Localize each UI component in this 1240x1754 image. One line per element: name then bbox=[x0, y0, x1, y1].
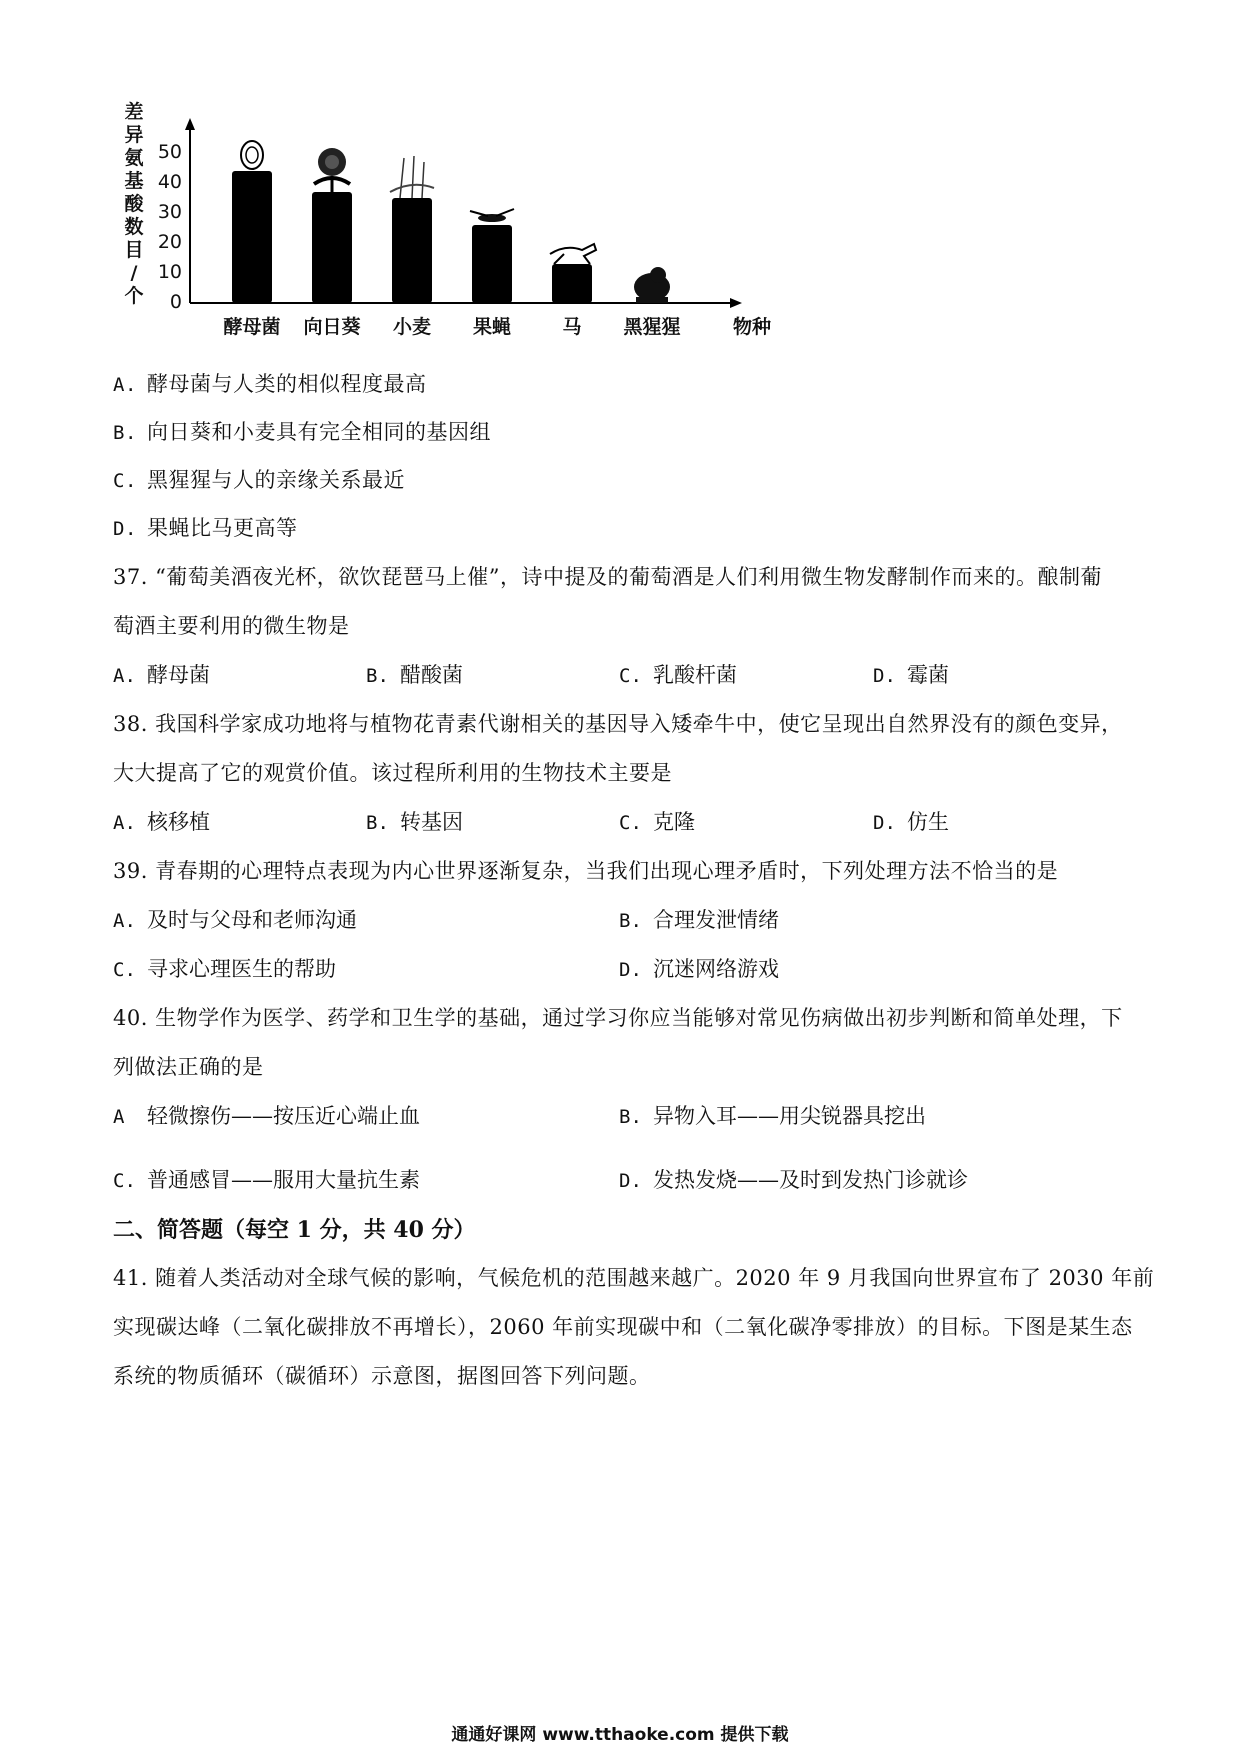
chart-plot bbox=[0, 0, 800, 340]
option-label: A bbox=[113, 1106, 125, 1128]
option-text: 酵母菌与人类的相似程度最高 bbox=[147, 372, 427, 396]
q38-option-d bbox=[873, 806, 949, 836]
q38-option-c bbox=[619, 806, 695, 836]
x-tick-label: 果蝇 bbox=[472, 316, 511, 338]
y-tick-label: 0 bbox=[169, 291, 182, 313]
option-label: C. bbox=[113, 470, 137, 492]
q38-option-a bbox=[113, 806, 210, 836]
q38-stem-line2: 大大提高了它的观赏价值。该过程所利用的生物技术主要是 bbox=[113, 761, 672, 785]
option-text: 向日葵和小麦具有完全相同的基因组 bbox=[147, 420, 491, 444]
option-text: 黑猩猩与人的亲缘关系最近 bbox=[147, 468, 405, 492]
q39-option-c bbox=[113, 953, 336, 983]
y-axis-label-char: 异 bbox=[124, 124, 144, 146]
q39-stem: 39. 青春期的心理特点表现为内心世界逐渐复杂，当我们出现心理矛盾时，下列处理方法不恰当的是 bbox=[113, 859, 1059, 883]
option-text: 轻微擦伤——按压近心端止血 bbox=[147, 1104, 420, 1128]
q39-option-d bbox=[619, 953, 779, 983]
option-label: C. bbox=[113, 1170, 136, 1192]
option-label: C. bbox=[113, 959, 136, 981]
q40-option-a bbox=[113, 1100, 420, 1130]
q36-option-c bbox=[113, 464, 405, 494]
q36-option-d bbox=[113, 512, 298, 542]
page-footer: 通通好课网 www.tthaoke.com 提供下载 bbox=[451, 1725, 789, 1745]
horse-icon bbox=[550, 244, 596, 264]
q40-option-b bbox=[619, 1100, 926, 1130]
x-tick-label: 黑猩猩 bbox=[623, 316, 681, 338]
fruit-fly-icon bbox=[470, 209, 514, 222]
option-text: 醋酸菌 bbox=[400, 663, 463, 687]
option-text: 转基因 bbox=[400, 810, 463, 834]
q40-stem-line2: 列做法正确的是 bbox=[113, 1055, 264, 1079]
sunflower-icon bbox=[314, 148, 350, 192]
option-label: C. bbox=[619, 812, 642, 834]
yeast-icon bbox=[241, 141, 263, 169]
option-label: D. bbox=[873, 665, 896, 687]
q41-stem-line3: 系统的物质循环（碳循环）示意图，据图回答下列问题。 bbox=[113, 1364, 651, 1388]
y-axis-label-char: 数 bbox=[124, 216, 144, 238]
y-axis-label-char: 基 bbox=[124, 170, 144, 192]
option-text: 克隆 bbox=[653, 810, 695, 834]
section-heading: 二、简答题（每空 1 分，共 40 分） bbox=[113, 1217, 476, 1243]
option-label: B. bbox=[619, 910, 642, 932]
q36-option-b bbox=[113, 416, 491, 446]
bar-2 bbox=[392, 198, 432, 303]
option-label: A. bbox=[113, 910, 136, 932]
bar-1 bbox=[312, 192, 352, 303]
option-label: A. bbox=[113, 665, 136, 687]
q41-stem-line2: 实现碳达峰（二氧化碳排放不再增长），2060 年前实现碳中和（二氧化碳净零排放）的目标。下图是某生态 bbox=[113, 1315, 1133, 1339]
option-text: 及时与父母和老师沟通 bbox=[147, 908, 357, 932]
chimpanzee-icon bbox=[634, 267, 670, 303]
option-text: 酵母菌 bbox=[147, 663, 210, 687]
option-label: D. bbox=[619, 959, 642, 981]
y-axis-arrow bbox=[185, 118, 195, 130]
q38-stem-line1: 38. 我国科学家成功地将与植物花青素代谢相关的基因导入矮牵牛中，使它呈现出自然界没有的颜色变异， bbox=[113, 712, 1123, 736]
x-tick-label: 小麦 bbox=[392, 316, 431, 338]
bar-0 bbox=[232, 171, 272, 303]
option-label: B. bbox=[113, 422, 137, 444]
y-tick-label: 20 bbox=[157, 231, 182, 253]
x-axis-label: 物种 bbox=[733, 316, 772, 338]
option-label: D. bbox=[873, 812, 896, 834]
q40-option-c bbox=[113, 1164, 420, 1194]
option-label: D. bbox=[113, 518, 137, 540]
q37-option-c bbox=[619, 659, 737, 689]
q36-option-a bbox=[113, 368, 427, 398]
option-text: 仿生 bbox=[907, 810, 949, 834]
option-label: A. bbox=[113, 812, 136, 834]
option-text: 霉菌 bbox=[907, 663, 949, 687]
bar-4 bbox=[552, 264, 592, 303]
y-axis-label-char: / bbox=[130, 262, 138, 284]
option-label: A. bbox=[113, 374, 137, 396]
x-tick-label: 酵母菌 bbox=[223, 316, 281, 338]
option-label: D. bbox=[619, 1170, 642, 1192]
q41-stem-line1: 41. 随着人类活动对全球气候的影响，气候危机的范围越来越广。2020 年 9 月我国向世界宣布了 2030 年前 bbox=[113, 1266, 1155, 1290]
option-text: 核移植 bbox=[147, 810, 210, 834]
y-tick-label: 40 bbox=[157, 171, 182, 193]
x-tick-label: 向日葵 bbox=[303, 316, 361, 338]
option-text: 寻求心理医生的帮助 bbox=[147, 957, 336, 981]
x-tick-label: 马 bbox=[562, 316, 582, 338]
option-text: 异物入耳——用尖锐器具挖出 bbox=[653, 1104, 926, 1128]
wheat-icon bbox=[390, 156, 434, 198]
y-tick-label: 50 bbox=[157, 141, 182, 163]
y-tick-label: 10 bbox=[157, 261, 182, 283]
option-text: 沉迷网络游戏 bbox=[653, 957, 779, 981]
option-label: B. bbox=[619, 1106, 642, 1128]
q38-option-b bbox=[366, 806, 463, 836]
q37-stem-line1: 37. “葡萄美酒夜光杯，欲饮琵琶马上催”，诗中提及的葡萄酒是人们利用微生物发酵制作而来的。酿制葡 bbox=[113, 565, 1103, 589]
option-label: B. bbox=[366, 665, 389, 687]
q37-option-d bbox=[873, 659, 949, 689]
option-text: 合理发泄情绪 bbox=[653, 908, 779, 932]
x-axis-arrow bbox=[730, 298, 742, 308]
q37-option-a bbox=[113, 659, 210, 689]
option-text: 普通感冒——服用大量抗生素 bbox=[147, 1168, 420, 1192]
y-axis-label-char: 酸 bbox=[124, 193, 144, 215]
option-text: 乳酸杆菌 bbox=[653, 663, 737, 687]
y-axis-label-char: 差 bbox=[124, 101, 144, 123]
q40-option-d bbox=[619, 1164, 968, 1194]
option-label: B. bbox=[366, 812, 389, 834]
option-text: 果蝇比马更高等 bbox=[147, 516, 298, 540]
q39-option-a bbox=[113, 904, 357, 934]
y-axis-label-char: 氨 bbox=[124, 147, 144, 169]
y-axis-label-char: 个 bbox=[124, 285, 144, 307]
q37-stem-line2: 萄酒主要利用的微生物是 bbox=[113, 614, 350, 638]
q37-option-b bbox=[366, 659, 463, 689]
option-text: 发热发烧——及时到发热门诊就诊 bbox=[653, 1168, 968, 1192]
option-label: C. bbox=[619, 665, 642, 687]
bar-3 bbox=[472, 225, 512, 303]
q40-stem-line1: 40. 生物学作为医学、药学和卫生学的基础，通过学习你应当能够对常见伤病做出初步判断和简单处理，下 bbox=[113, 1006, 1123, 1030]
y-axis-label-char: 目 bbox=[124, 239, 144, 261]
q39-option-b bbox=[619, 904, 779, 934]
y-tick-label: 30 bbox=[157, 201, 182, 223]
